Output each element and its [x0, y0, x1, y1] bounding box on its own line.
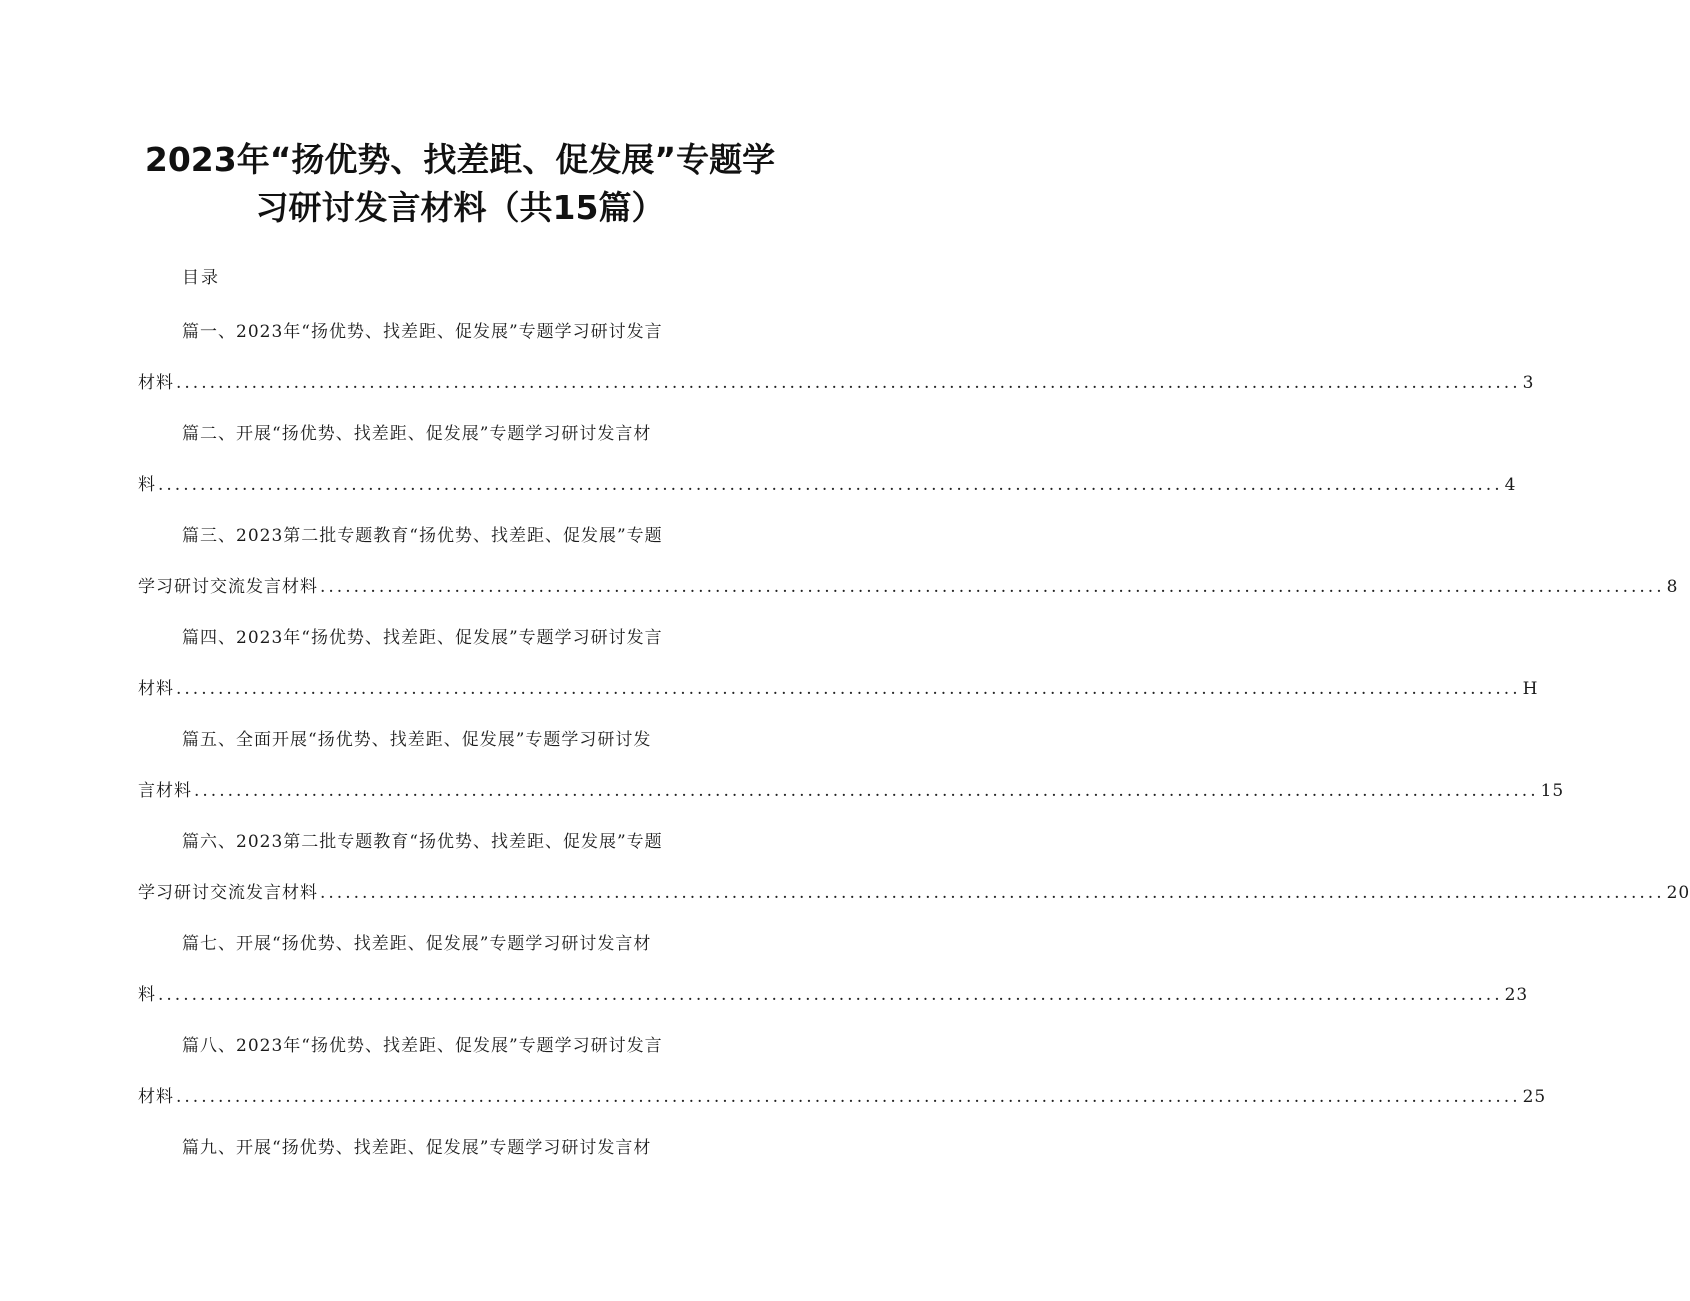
toc-heading: 目录: [182, 268, 220, 288]
document-title-line2: 习研讨发言材料（共15篇）: [255, 188, 665, 227]
toc-leader-dots: ................................................................................................................................................................: [158, 985, 1503, 1005]
toc-page-number: 4: [1504, 475, 1517, 495]
toc-leader-dots: ................................................................................................................................................................: [176, 1087, 1521, 1107]
document-title-line1: 2023年“扬优势、找差距、促发展”专题学: [144, 140, 776, 179]
toc-page-number: 8: [1666, 577, 1679, 597]
toc-entry-title[interactable]: 篇二、开展“扬优势、找差距、促发展”专题学习研讨发言材: [182, 424, 652, 444]
toc-leader-dots: ................................................................................................................................................................: [158, 475, 1503, 495]
toc-entry-continuation[interactable]: [138, 369, 1535, 397]
toc-entry-title[interactable]: 篇六、2023第二批专题教育“扬优势、找差距、促发展”专题: [182, 832, 663, 852]
toc-entry-title[interactable]: 篇七、开展“扬优势、找差距、促发展”专题学习研讨发言材: [182, 934, 652, 954]
toc-leader-dots: ................................................................................................................................................................: [320, 883, 1665, 903]
toc-leader-dots: ................................................................................................................................................................: [176, 679, 1521, 699]
toc-page-number: 23: [1504, 985, 1529, 1005]
toc-entry-title[interactable]: 篇一、2023年“扬优势、找差距、促发展”专题学习研讨发言: [182, 322, 663, 342]
toc-entry-continuation[interactable]: [138, 471, 1517, 499]
toc-entry-title-end: 料: [138, 475, 156, 495]
toc-page-number: H: [1522, 679, 1539, 699]
toc-entry-title-end: 料: [138, 985, 156, 1005]
toc-page-number: 3: [1522, 373, 1535, 393]
toc-entry-continuation[interactable]: [138, 1083, 1547, 1111]
toc-entry-title-end: 言材料: [138, 781, 192, 801]
toc-entry-title[interactable]: 篇四、2023年“扬优势、找差距、促发展”专题学习研讨发言: [182, 628, 663, 648]
toc-entry-title[interactable]: 篇九、开展“扬优势、找差距、促发展”专题学习研讨发言材: [182, 1138, 652, 1158]
toc-entry-title-end: 材料: [138, 373, 174, 393]
toc-entry-title-end: 学习研讨交流发言材料: [138, 577, 318, 597]
toc-leader-dots: ................................................................................................................................................................: [176, 373, 1521, 393]
toc-entry-continuation[interactable]: [138, 573, 1679, 601]
toc-entry-title[interactable]: 篇三、2023第二批专题教育“扬优势、找差距、促发展”专题: [182, 526, 663, 546]
toc-leader-dots: ................................................................................................................................................................: [194, 781, 1539, 801]
toc-entry-title[interactable]: 篇八、2023年“扬优势、找差距、促发展”专题学习研讨发言: [182, 1036, 663, 1056]
toc-entry-continuation[interactable]: [138, 981, 1529, 1009]
toc-entry-title[interactable]: 篇五、全面开展“扬优势、找差距、促发展”专题学习研讨发: [182, 730, 652, 750]
toc-entry-continuation[interactable]: [138, 777, 1565, 805]
toc-entry-title-end: 材料: [138, 1087, 174, 1107]
toc-page-number: 25: [1522, 1087, 1547, 1107]
toc-entry-continuation[interactable]: [138, 879, 1690, 907]
toc-entry-title-end: 材料: [138, 679, 174, 699]
toc-entry-continuation[interactable]: [138, 675, 1539, 703]
toc-page-number: 20: [1666, 883, 1690, 903]
toc-leader-dots: ................................................................................................................................................................: [320, 577, 1665, 597]
toc-page-number: 15: [1540, 781, 1565, 801]
toc-entry-title-end: 学习研讨交流发言材料: [138, 883, 318, 903]
